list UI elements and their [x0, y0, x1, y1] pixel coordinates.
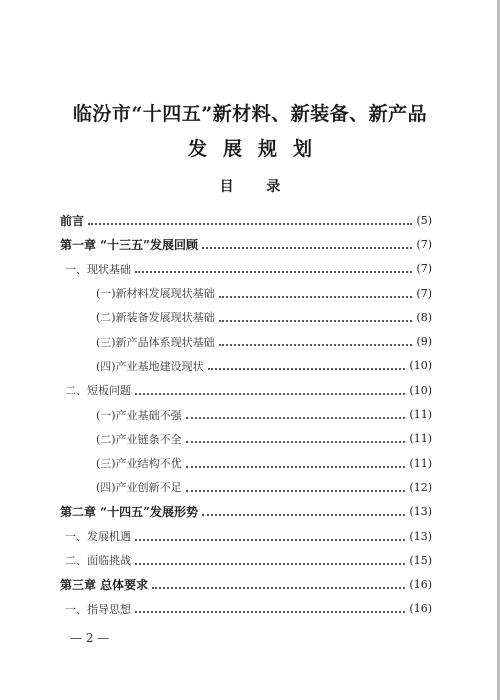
toc-entry-page: (16) — [409, 578, 432, 592]
toc-entry[interactable] — [60, 305, 432, 329]
toc-entry-page: (11) — [409, 408, 432, 422]
toc-entry-page: (7) — [416, 237, 432, 251]
table-of-contents — [60, 208, 432, 621]
toc-entry-label: 第一章 “十三五”发展回顾 — [60, 237, 198, 252]
toc-dot-leader — [152, 586, 405, 589]
toc-entry-label: 二、面临挑战 — [65, 554, 131, 568]
toc-entry[interactable] — [60, 281, 432, 305]
toc-dot-leader — [135, 270, 412, 273]
toc-entry[interactable] — [60, 475, 432, 499]
toc-entry-label: 一、发展机遇 — [65, 530, 131, 543]
toc-entry[interactable] — [60, 354, 432, 378]
toc-entry-label: (一)新材料发展现状基础 — [96, 287, 215, 301]
toc-entry[interactable] — [60, 524, 432, 548]
toc-dot-leader — [202, 246, 412, 249]
toc-entry-label: (四)产业创新不足 — [96, 481, 182, 495]
toc-entry[interactable] — [60, 597, 432, 621]
toc-dot-leader — [219, 295, 413, 298]
toc-dot-leader — [219, 343, 413, 346]
toc-entry-page: (15) — [409, 553, 432, 567]
toc-entry-page: (11) — [409, 456, 432, 470]
toc-entry-page: (12) — [409, 480, 432, 494]
toc-entry-label: (二)新装备发展现状基础 — [96, 311, 215, 325]
toc-entry-label: 第二章 “十四五”发展形势 — [60, 505, 198, 520]
toc-entry-label: 一、指导思想 — [65, 602, 131, 616]
toc-entry-label: (二)产业链条不全 — [96, 432, 182, 446]
toc-entry[interactable] — [60, 427, 432, 451]
toc-entry[interactable] — [60, 329, 432, 353]
toc-dot-leader — [208, 367, 406, 370]
toc-dot-leader — [186, 465, 406, 468]
toc-entry[interactable] — [60, 378, 432, 402]
title-line-1: 临汾市“十四五”新材料、新装备、新产品 — [72, 103, 428, 125]
toc-entry[interactable] — [60, 451, 432, 475]
toc-dot-leader — [135, 538, 405, 541]
toc-entry-page: (7) — [416, 262, 432, 276]
toc-dot-leader — [186, 416, 406, 419]
toc-heading: 目 录 — [219, 179, 295, 195]
document-title — [0, 100, 500, 164]
toc-entry-page: (7) — [416, 286, 432, 300]
toc-dot-leader — [135, 610, 405, 613]
toc-entry-page: (5) — [416, 213, 432, 227]
toc-dot-leader — [135, 562, 405, 565]
toc-entry-page: (16) — [409, 602, 432, 616]
toc-entry-page: (13) — [409, 529, 432, 543]
toc-entry[interactable] — [60, 548, 432, 572]
toc-entry-page: (9) — [416, 335, 432, 349]
toc-entry[interactable] — [60, 402, 432, 426]
toc-entry-label: 第三章 总体要求 — [60, 578, 149, 593]
toc-entry[interactable] — [60, 232, 432, 256]
toc-entry[interactable] — [60, 208, 432, 232]
toc-entry-label: 二、短板问题 — [65, 384, 131, 398]
toc-entry[interactable] — [60, 572, 432, 596]
toc-entry-page: (10) — [409, 359, 432, 373]
toc-entry-page: (10) — [409, 383, 432, 397]
toc-dot-leader — [88, 222, 412, 225]
toc-entry-page: (8) — [416, 310, 432, 324]
title-line-2: 发展规划 — [187, 138, 328, 160]
toc-dot-leader — [135, 392, 405, 395]
toc-entry-label: (一)产业基础不强 — [96, 408, 182, 422]
toc-entry-page: (11) — [409, 432, 432, 446]
toc-entry[interactable] — [60, 257, 432, 281]
toc-entry-label: 前言 — [60, 213, 85, 228]
toc-entry-page: (13) — [409, 505, 432, 519]
toc-dot-leader — [202, 513, 405, 516]
toc-entry-label: (四)产业基地建设现状 — [96, 359, 204, 373]
toc-entry-label: 一、现状基础 — [65, 262, 131, 276]
toc-dot-leader — [186, 489, 406, 492]
toc-dot-leader — [219, 319, 413, 322]
toc-entry-label: (三)新产品体系现状基础 — [96, 335, 215, 349]
toc-dot-leader — [186, 440, 406, 443]
page-number: — 2 — — [70, 631, 110, 645]
toc-entry-label: (三)产业结构不优 — [96, 457, 182, 471]
toc-entry[interactable] — [60, 500, 432, 524]
